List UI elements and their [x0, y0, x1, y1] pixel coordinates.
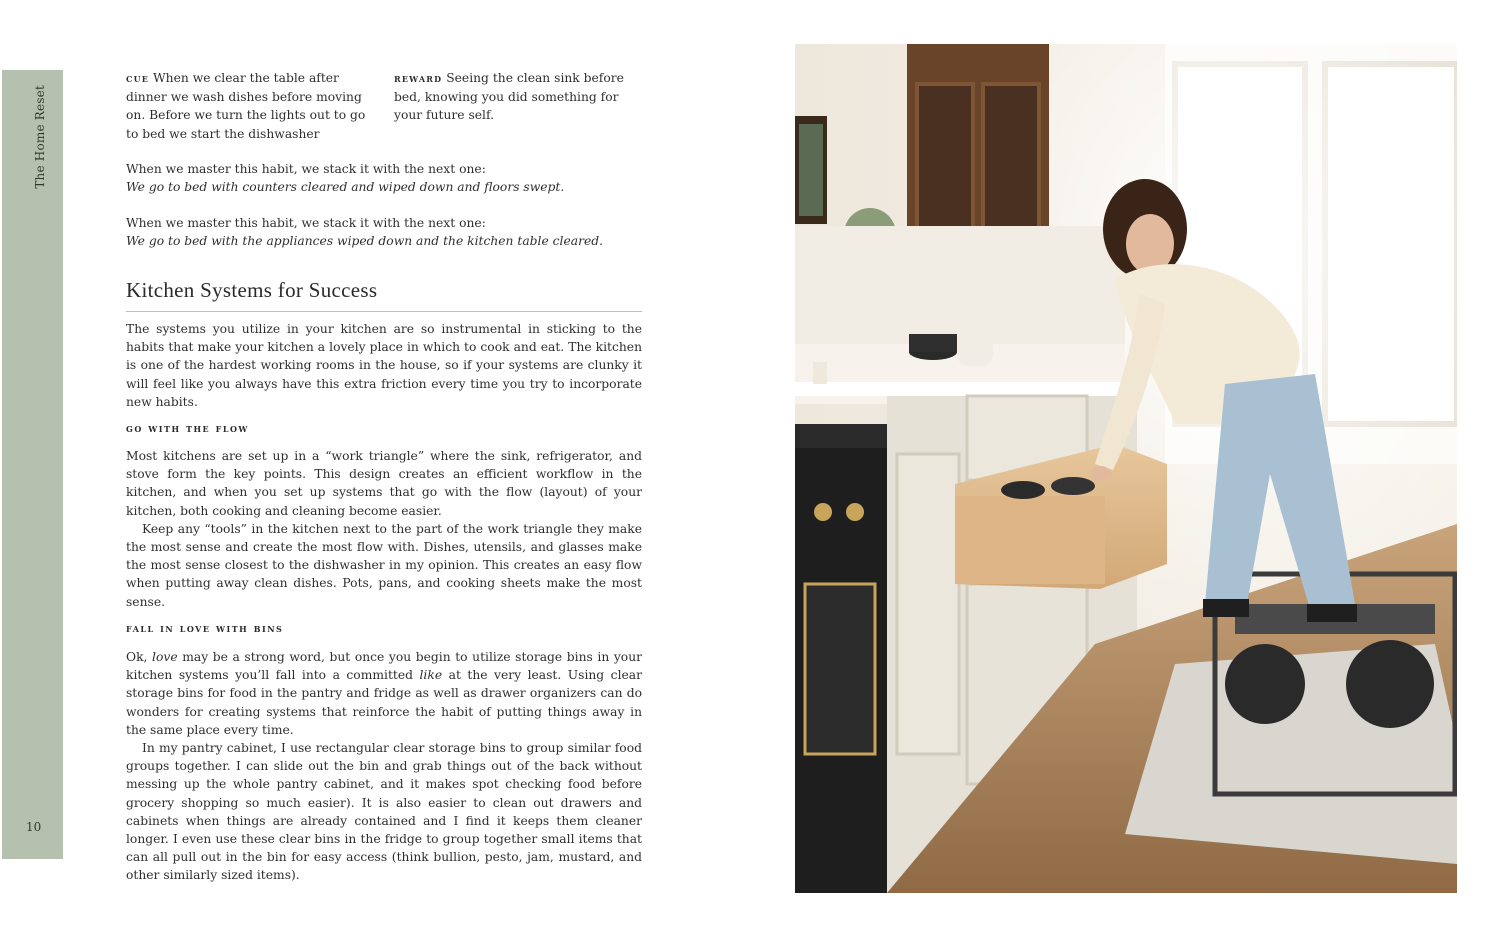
- bins-emphasis-love: love: [152, 650, 178, 664]
- reward-label: reward: [394, 72, 443, 85]
- reward-text: Seeing the clean sink before bed, knowing you did something for your future self.: [394, 71, 624, 123]
- subheading-flow: go with the flow: [126, 421, 249, 435]
- flow-paragraph-2: Keep any “tools” in the kitchen next to the part of the work triangle they make the most sense and create the most flow with. Dishes, utensils, and glasses make the most sense closest to the dishwasher in my opinion. This creates an easy flow when putting away clean dishes. Pots, pans, and cooking sheets make the most sense.: [126, 521, 642, 609]
- intro-paragraph: The systems you utilize in your kitchen are so instrumental in sticking to the habits that make your kitchen a lovely place in which to cook and eat. The kitchen is one of the hardest working rooms in the house, so if your systems are clunky it will feel like you always have this extra friction every time you try to incorporate new habits.: [126, 322, 642, 409]
- flow-body: [126, 447, 642, 611]
- bins-text-c: at the very least. Using clear storage bins for food in the pantry and fridge as well as drawer organizers can do wonders for creating systems that reinforce the habit of putting things away in the same place every time.: [126, 668, 642, 737]
- cue-text: When we clear the table after dinner we wash dishes before moving on. Before we turn the lights out to go to bed we start the dishwasher: [126, 71, 366, 141]
- bins-text-a: Ok,: [126, 650, 153, 664]
- bins-emphasis-like: like: [419, 668, 443, 683]
- bins-text-b: may be a strong word, but once you begin to utilize storage bins in your kitchen systems you’ll fall into a committed: [126, 650, 643, 683]
- habit-stack-intro: When we master this habit, we stack it with the next one:: [126, 162, 486, 176]
- habit-stack-1: [126, 160, 646, 196]
- bins-paragraph-2: In my pantry cabinet, I use rectangular clear storage bins to group similar food groups together. I can slide out the bin and grab things out of the back without messing up the whole pantry cabinet, and it makes spot checking food before grocery shopping so much easier). It is also easier to clean out drawers and cabinets when things are already contained and I find it keeps them cleaner longer. I even use these clear bins in the fridge to group together small items that can all pull out in the bin for easy access (think bullion, pesto, jam, mustard, and other similarly sized items).: [126, 741, 642, 883]
- habit-stack-statement: We go to bed with the appliances wiped down and the kitchen table cleared.: [126, 234, 604, 249]
- subheading-bins: fall in love with bins: [126, 621, 284, 635]
- flow-paragraph-1: Most kitchens are set up in a “work triangle” where the sink, refrigerator, and stove form the key points. This design creates an efficient workflow in the kitchen, and when you set up systems that go with the flow (layout) of your kitchen, both cooking and cleaning become easier.: [126, 449, 642, 518]
- section-intro: [126, 320, 642, 411]
- running-head-text: The Home Reset: [33, 85, 47, 189]
- kitchen-photo-illustration: [795, 44, 1457, 893]
- habit-stack-intro: When we master this habit, we stack it with the next one:: [126, 216, 486, 230]
- habit-stack-statement: We go to bed with counters cleared and wiped down and floors swept.: [126, 180, 565, 195]
- habit-stack-2: [126, 214, 646, 250]
- page-number: 10: [26, 820, 42, 834]
- bins-body: [126, 648, 642, 885]
- cue-label: cue: [126, 72, 150, 85]
- cue-block: [126, 69, 376, 143]
- section-heading: Kitchen Systems for Success: [126, 278, 642, 312]
- kitchen-photo: [795, 44, 1457, 893]
- reward-block: [394, 69, 639, 125]
- bins-paragraph-1: [126, 648, 642, 739]
